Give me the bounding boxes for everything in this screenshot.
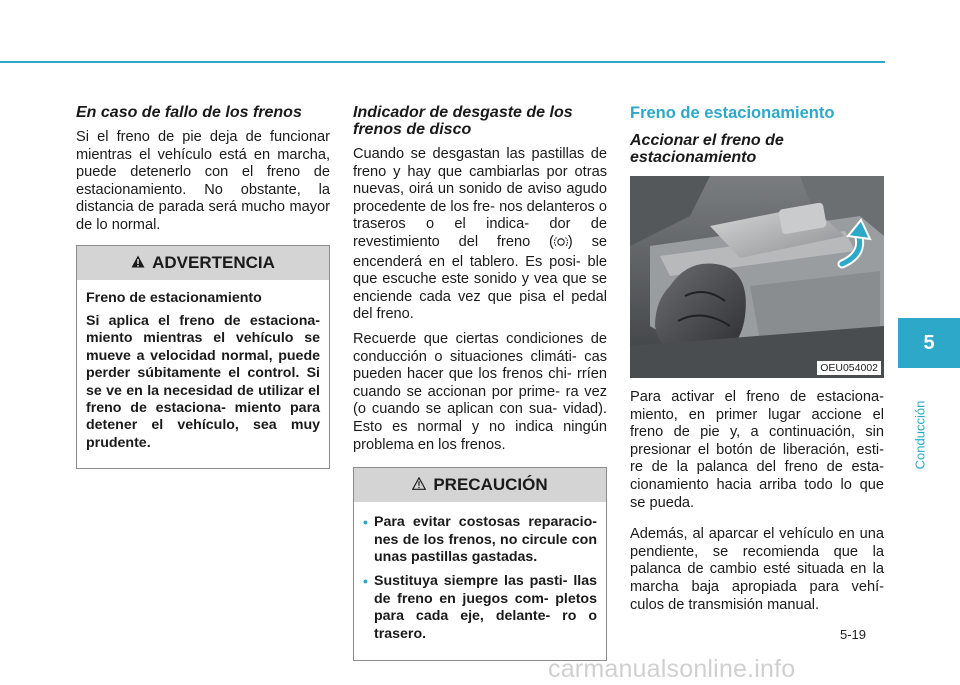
subheading-apply-parking-brake: Accionar el freno de estacionamiento [630, 132, 784, 166]
caution-box [353, 467, 607, 661]
paragraph-disc-wear-1-end: ) se encenderá en el tablero. Es posi- ble que escuche este sonido y vea que se enciende cada vez que pisa el pedal del freno. [353, 233, 607, 323]
image-code-label: OEU054002 [817, 361, 881, 375]
caution-title: PRECAUCIÓN [433, 475, 548, 495]
heading-disc-wear: Indicador de desgaste de los frenos de disco [353, 104, 573, 138]
warning-box-header [77, 246, 329, 280]
paragraph-disc-wear-1-start: Cuando se desgastan las pastillas de freno y hay que cambiarlas por otras nuevas, oirá un sonido de aviso agudo procedente de los fre- nos delanteros o traseros o el indica- dor de revestimiento del freno ( [353, 146, 607, 250]
parking-brake-photo [630, 176, 884, 378]
warning-subtitle: Freno de estacionamiento [86, 289, 262, 306]
chapter-number: 5 [923, 331, 935, 354]
chapter-tab [898, 318, 960, 368]
warning-body [77, 280, 329, 469]
caution-box-header [354, 468, 606, 502]
warning-title: ADVERTENCIA [152, 252, 275, 272]
paragraph-parking-brake-1: Para activar el freno de estaciona- miento, en primer lugar accione el freno de pie y, a continuación, sin presionar el botón de liberación, esti- re de la palanca del freno de esta- cionamiento hacia arriba todo lo que se pueda. [630, 389, 884, 511]
warning-text: Si aplica el freno de estaciona- miento mientras el vehículo se mueve a velocidad normal, puede perder súbitamente el control. Si se ve en la necesidad de utilizar el freno de estaciona- miento para detener el vehículo, sea muy prudente. [86, 312, 320, 451]
caution-bullet-2 [363, 573, 597, 643]
column-parking-brake [630, 104, 884, 621]
caution-bullet-1 [363, 514, 597, 566]
warning-triangle-icon [131, 253, 145, 273]
watermark: carmanualsonline.info [548, 655, 796, 683]
warning-box [76, 245, 330, 470]
paragraph-brake-failure: Si el freno de pie deja de funcionar mientras el vehículo está en marcha, puede detenerlo con el freno de estacionamiento. No obstante, la distancia de parada será mucho mayor de lo normal. [76, 129, 330, 233]
column-disc-wear [353, 104, 607, 661]
chapter-label: Conducción [912, 400, 928, 470]
caution-bullet-1-text: Para evitar costosas reparacio- nes de los frenos, no circule con unas pastillas gastadas. [374, 514, 597, 565]
caution-body [354, 502, 606, 660]
heading-parking-brake: Freno de estacionamiento [630, 104, 835, 122]
bullet-dot: • [363, 514, 368, 531]
page-number: 5-19 [840, 627, 867, 642]
brake-wear-indicator-icon [554, 236, 568, 254]
column-brake-failure [76, 104, 330, 469]
paragraph-disc-wear-1 [353, 146, 607, 324]
heading-brake-failure: En caso de fallo de los frenos [76, 104, 302, 121]
caution-bullet-2-text: Sustituya siempre las pasti- llas de freno en juegos com- pletos para cada eje, delante- ro o trasero. [374, 573, 597, 642]
bullet-dot: • [363, 573, 368, 590]
paragraph-parking-brake-2: Además, al aparcar el vehículo en una pendiente, se recomienda que la palanca de cambio esté situada en la marcha baja apropiada para vehí- culos de transmisión manual. [630, 526, 884, 613]
paragraph-disc-wear-2: Recuerde que ciertas condiciones de conducción o situaciones climáti- cas pueden hacer que los frenos chi- rríen cuando se accionan por prime- ra vez (o cuando se aplican con sua- vidad). Esto es normal y no indica ningún problema en los frenos. [353, 330, 607, 453]
top-rule [0, 61, 885, 63]
caution-triangle-icon [412, 475, 426, 495]
chapter-label-container [898, 380, 942, 490]
